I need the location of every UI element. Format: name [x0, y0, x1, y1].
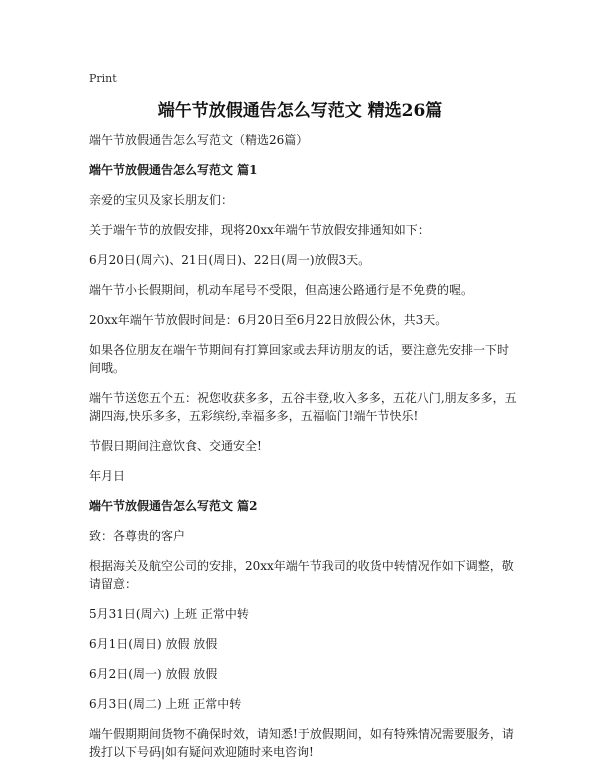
paragraph: 6月1日(周日) 放假 放假	[89, 637, 218, 651]
section-heading: 端午节放假通告怎么写范文 篇2	[89, 499, 258, 513]
paragraph: 6月2日(周一) 放假 放假	[89, 667, 218, 681]
paragraph: 根据海关及航空公司的安排，20xx年端午节我司的收货中转情况作如下调整，敬请留意：	[89, 559, 514, 591]
paragraph: 端午节小长假期间，机动车尾号不受限，但高速公路通行是不免费的喔。	[89, 283, 474, 297]
paragraph: 端午节送您五个五：祝您收获多多，五谷丰登,收入多多，五花八门,朋友多多，五湖四海,快乐多多，五彩缤纷,幸福多多，五福临门!端午节快乐!	[89, 391, 517, 423]
paragraph: 端午假期期间货物不确保时效，请知悉!于放假期间，如有特殊情况需要服务，请拨打以下号码|如有疑问欢迎随时来电咨询!	[89, 727, 514, 759]
page-title: 端午节放假通告怎么写范文 精选26篇	[157, 101, 443, 121]
paragraph: 6月20日(周六)、21日(周日)、22日(周一)放假3天。	[89, 253, 371, 267]
section-heading: 端午节放假通告怎么写范文 篇1	[89, 163, 258, 177]
paragraph: 20xx年端午节放假时间是：6月20日至6月22日放假公休，共3天。	[89, 313, 448, 327]
paragraph: 年月日	[89, 469, 126, 483]
paragraph: 6月3日(周二) 上班 正常中转	[89, 697, 242, 711]
print-label: Print	[89, 72, 117, 85]
paragraph: 端午节放假通告怎么写范文（精选26篇）	[89, 133, 309, 147]
paragraph: 5月31日(周六) 上班 正常中转	[89, 607, 249, 621]
paragraph: 亲爱的宝贝及家长朋友们：	[89, 193, 234, 207]
paragraph: 如果各位朋友在端午节期间有打算回家或去拜访朋友的话，要注意先安排一下时间哦。	[89, 343, 510, 375]
paragraph: 致：各尊贵的客户	[89, 529, 186, 543]
paragraph: 节假日期间注意饮食、交通安全!	[89, 439, 262, 453]
document-body	[89, 131, 519, 773]
paragraph: 关于端午节的放假安排，现将20xx年端午节放假安排通知如下：	[89, 223, 430, 237]
